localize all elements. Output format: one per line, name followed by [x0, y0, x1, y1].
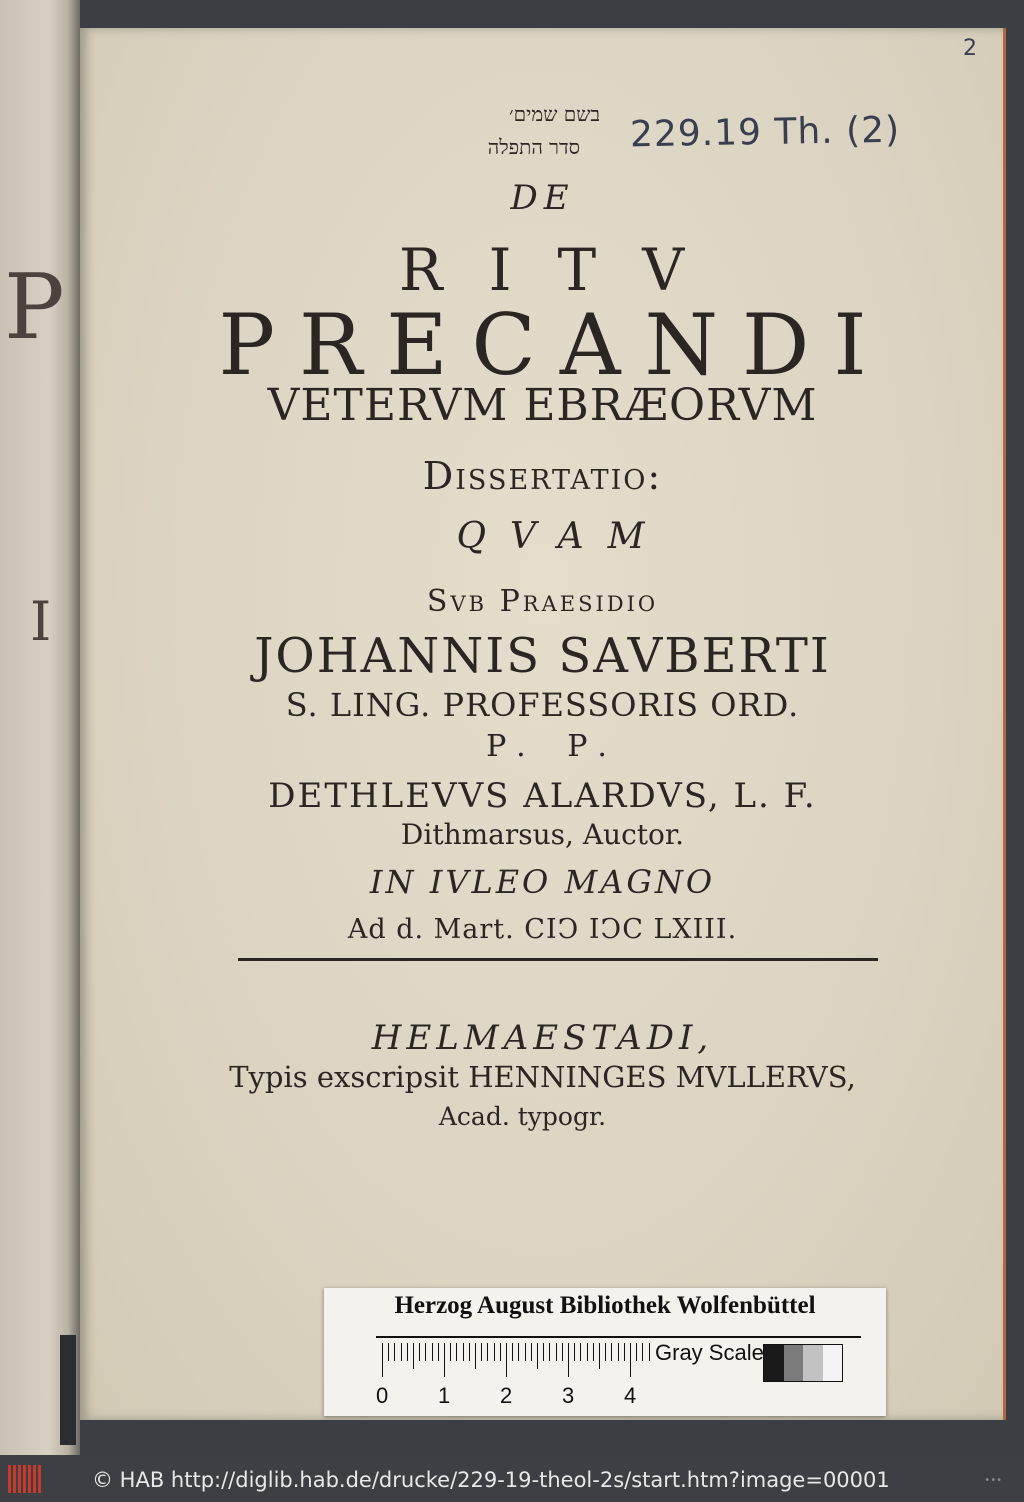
ruler-tick [419, 1343, 420, 1361]
respondent-role: Dithmarsus, Auctor. [400, 818, 685, 851]
ruler-number: 3 [562, 1383, 575, 1408]
ruler-tick [593, 1343, 594, 1361]
ruler-tick [543, 1343, 544, 1361]
gray-scale-label: Gray Scale [655, 1340, 764, 1365]
divider-rule [238, 958, 878, 961]
title-quam: QVAM [456, 516, 669, 557]
ruler-tick [506, 1343, 507, 1377]
ruler-tick [407, 1343, 408, 1361]
ruler-tick [425, 1343, 426, 1361]
hebrew-heading-2: סדר התפלה [487, 135, 580, 159]
ruler-tick [518, 1343, 519, 1361]
ruler-tick [574, 1343, 575, 1361]
adjacent-page [0, 0, 80, 1455]
footer-credit[interactable]: © HAB http://diglib.hab.de/drucke/229-19-theol-2s/start.htm?image=00001 [92, 1468, 890, 1492]
ruler-tick [438, 1343, 439, 1361]
sub-praesidio: Svb Praesidio [426, 584, 659, 619]
gray-swatch [823, 1345, 843, 1381]
praeses-name: JOHANNIS SAVBERTI [254, 628, 831, 684]
pp-line: P. P. [486, 729, 623, 764]
imprint-place: HELMAESTADI, [371, 1018, 714, 1058]
venue-line: IN IVLEO MAGNO [369, 863, 716, 901]
ruler-tick [587, 1343, 588, 1361]
gray-swatch [764, 1345, 784, 1381]
ruler-tick [432, 1343, 433, 1361]
title-precandi: PRECANDI [218, 296, 891, 394]
ruler-tick [469, 1343, 470, 1361]
ruler-tick [394, 1343, 395, 1361]
ruler-tick [611, 1343, 612, 1361]
respondent-name: DETHLEVVS ALARDVS, L. F. [268, 776, 817, 816]
ruler-tick [618, 1343, 619, 1361]
ruler-tick [556, 1343, 557, 1361]
ruler-tick [642, 1343, 643, 1361]
folio-number: 2 [963, 36, 977, 61]
ruler-number: 2 [500, 1383, 513, 1408]
ruler-tick [487, 1343, 488, 1361]
ruler-tick [531, 1343, 532, 1361]
ruler-tick [463, 1343, 464, 1361]
adjacent-page-fragment: P [4, 255, 65, 360]
ruler-tick [450, 1343, 451, 1361]
ruler-tick [475, 1343, 476, 1369]
imprint-printer-role: Acad. typogr. [438, 1102, 607, 1131]
ruler-tick [413, 1343, 414, 1369]
date-line: Ad d. Mart. CIϽ IϽC LXIII. [347, 914, 738, 945]
ruler-number: 0 [376, 1383, 389, 1408]
hab-logo-icon [8, 1465, 42, 1493]
title-page [80, 28, 1005, 1420]
hebrew-heading-1: בשם שמים׳ [509, 102, 600, 126]
card-title: Herzog August Bibliothek Wolfenbüttel [394, 1292, 816, 1319]
title-ritu: RITV [398, 236, 731, 304]
ruler-tick [636, 1343, 637, 1361]
ruler-tick [605, 1343, 606, 1361]
ruler-tick [624, 1343, 625, 1361]
ruler-tick [500, 1343, 501, 1361]
ruler-tick [525, 1343, 526, 1361]
praeses-title: S. LING. PROFESSORIS ORD. [285, 686, 800, 724]
ruler-tick [562, 1343, 563, 1361]
ruler-tick [481, 1343, 482, 1361]
imprint-printer: Typis exscripsit HENNINGES MVLLERVS, [229, 1060, 856, 1094]
ruler-number: 4 [624, 1383, 637, 1408]
ruler-tick [649, 1343, 650, 1361]
card-divider [376, 1336, 861, 1338]
ruler-tick [388, 1343, 389, 1361]
title-de: DE [510, 178, 575, 218]
title-veterum: VETERVM EBRÆORVM [267, 380, 818, 431]
page-edge [1003, 28, 1006, 1420]
ruler-number: 1 [438, 1383, 451, 1408]
ruler-tick [494, 1343, 495, 1361]
gray-scale-swatches [763, 1344, 843, 1382]
ruler-tick [549, 1343, 550, 1361]
gray-swatch [784, 1345, 804, 1381]
ruler-tick [599, 1343, 600, 1369]
ruler-tick [382, 1343, 383, 1377]
adjacent-page-fragment: I [30, 590, 52, 653]
ruler-tick [568, 1343, 569, 1377]
page-tab-marker [60, 1335, 76, 1445]
more-dots-icon: ••• [984, 1475, 1002, 1486]
shelfmark-annotation: 229.19 Th. (2) [629, 109, 901, 156]
ruler-tick [444, 1343, 445, 1377]
ruler-tick [537, 1343, 538, 1369]
ruler-tick [456, 1343, 457, 1361]
ruler-tick [512, 1343, 513, 1361]
ruler-tick [401, 1343, 402, 1361]
ruler-tick [580, 1343, 581, 1361]
ruler-tick [630, 1343, 631, 1377]
footer-bar [0, 1455, 1024, 1502]
gray-swatch [803, 1345, 823, 1381]
title-dissertatio: Dissertatio: [422, 454, 663, 498]
